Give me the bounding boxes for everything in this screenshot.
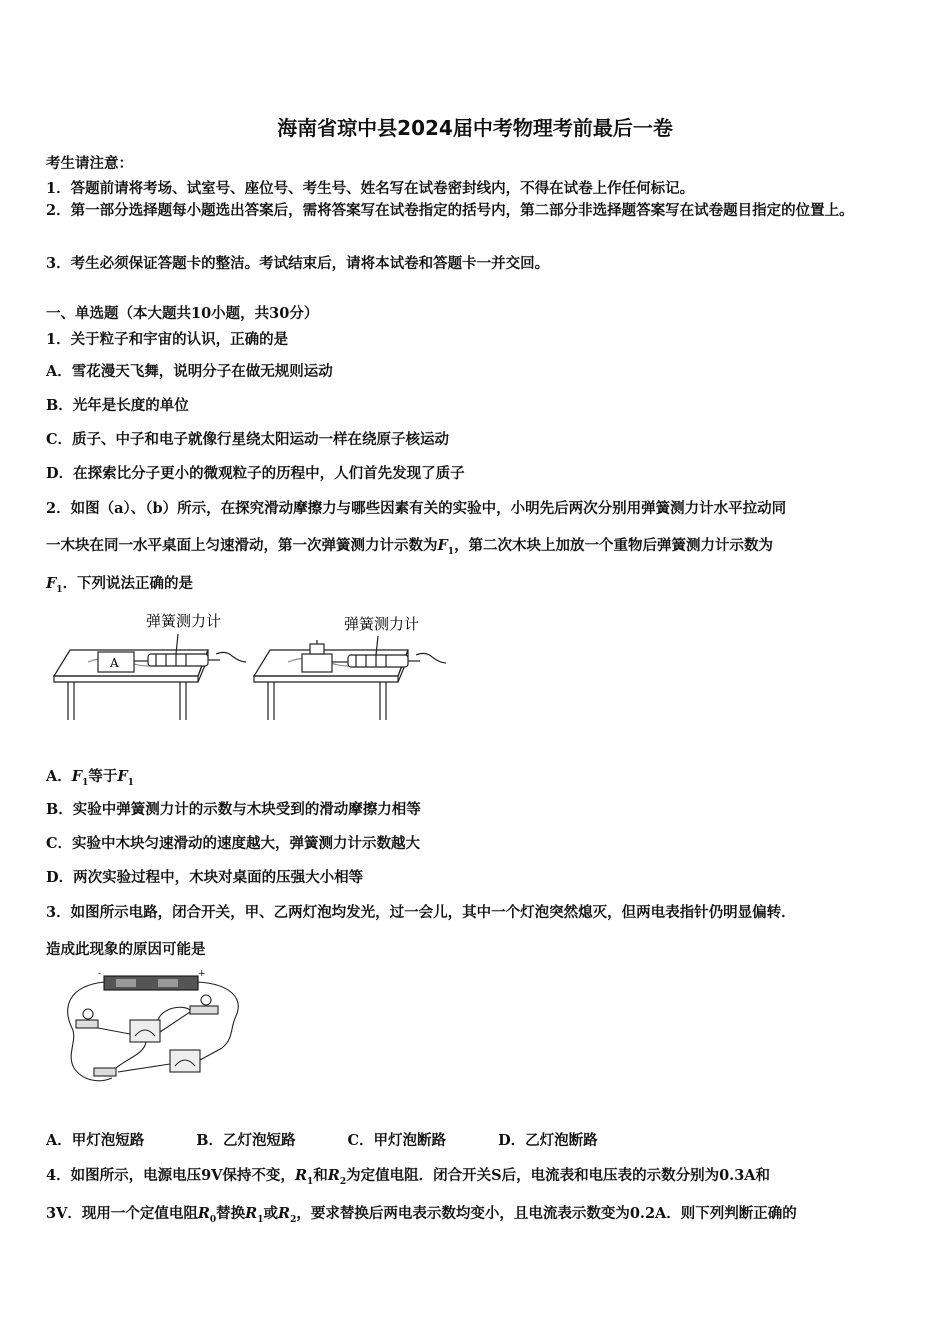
q3-option-b: B．乙灯泡短路 <box>196 1132 296 1149</box>
friction-experiment-figure-b <box>248 604 448 724</box>
resistor-symbol: R <box>197 1205 210 1222</box>
page-title: 海南省琼中县2024届中考物理考前最后一卷 <box>277 116 673 140</box>
q2-stem-line3 <box>46 572 193 595</box>
q2-option-a <box>46 765 134 788</box>
resistor-subscript: 1 <box>257 1214 264 1225</box>
q2-option-d: D．两次实验过程中，木块对桌面的压强大小相等 <box>46 869 364 886</box>
q4-text: 4．如图所示，电源电压9V保持不变， <box>46 1167 295 1184</box>
force-symbol: F <box>46 575 57 592</box>
q1-option-d: D．在探索比分子更小的微观粒子的历程中，人们首先发现了质子 <box>46 465 465 482</box>
q3-option-a: A．甲灯泡短路 <box>46 1132 145 1149</box>
option-text: 等于 <box>88 768 118 785</box>
meter-minus-label: - <box>98 969 102 979</box>
q2-option-c: C．实验中木块匀速滑动的速度越大，弹簧测力计示数越大 <box>46 835 421 852</box>
friction-experiment-figure-a <box>48 604 248 724</box>
notice-item-3: 3．考生必须保证答题卡的整洁。考试结束后，请将本试卷和答题卡一并交回。 <box>46 255 550 272</box>
resistor-subscript: 1 <box>307 1176 314 1187</box>
q2-stem-line1: 2．如图（a）、（b）所示，在探究滑动摩擦力与哪些因素有关的实验中，小明先后两次分别用弹簧测力计水平拉动同 <box>46 500 787 517</box>
q3-option-c: C．甲灯泡断路 <box>347 1132 447 1149</box>
q3-options <box>46 1129 650 1150</box>
q2-stem-line2 <box>46 534 773 557</box>
force-subscript: 1 <box>447 546 455 557</box>
q2-option-b: B．实验中弹簧测力计的示数与木块受到的滑动摩擦力相等 <box>46 801 421 818</box>
resistor-subscript: 2 <box>339 1176 347 1187</box>
force-subscript: 1 <box>82 777 89 788</box>
q3-option-d: D．乙灯泡断路 <box>498 1132 598 1149</box>
notice-item-2: 2．第一部分选择题每小题选出答案后，需将答案写在试卷指定的括号内，第二部分非选择题答案写在试卷题目指定的位置上。 <box>46 202 854 219</box>
q3-stem-line1: 3．如图所示电路，闭合开关，甲、乙两灯泡均发光，过一会儿，其中一个灯泡突然熄灭，但两电表指针仍明显偏转． <box>46 904 796 921</box>
q3-stem-line2: 造成此现象的原因可能是 <box>46 941 206 958</box>
q2-stem-text: 一木块在同一水平桌面上匀速滑动，第一次弹簧测力计示数为 <box>46 537 438 554</box>
force-symbol: F <box>71 768 83 785</box>
resistor-symbol: R <box>245 1205 258 1222</box>
q4-stem-line1 <box>46 1164 770 1187</box>
resistor-symbol: R <box>278 1205 291 1222</box>
force-subscript: 1 <box>127 777 134 788</box>
figure-label: 弹簧测力计 <box>344 615 420 633</box>
circuit-figure <box>58 968 248 1093</box>
meter-plus-label: + <box>198 969 206 979</box>
q4-stem-line2 <box>46 1202 797 1225</box>
section-heading: 一、单选题（本大题共10小题，共30分） <box>46 305 319 322</box>
resistor-symbol: R <box>327 1167 340 1184</box>
q4-text: 为定值电阻．闭合开关S后，电流表和电压表的示数分别为0.3A和 <box>346 1167 771 1184</box>
figure-label: 弹簧测力计 <box>146 612 222 630</box>
q4-text: ，要求替换后两电表示数均变小，且电流表示数变为0.2A．则下列判断正确的 <box>296 1205 797 1222</box>
resistor-subscript: 2 <box>290 1214 297 1225</box>
block-label: A <box>110 656 119 670</box>
notice-item-1: 1．答题前请将考场、试室号、座位号、考生号、姓名写在试卷密封线内，不得在试卷上作任何标记。 <box>46 180 695 197</box>
force-symbol: F <box>117 768 128 785</box>
resistor-symbol: R <box>294 1167 307 1184</box>
q1-option-c: C．质子、中子和电子就像行星绕太阳运动一样在绕原子核运动 <box>46 431 450 448</box>
option-prefix: A． <box>46 768 72 785</box>
q4-text: 和 <box>313 1167 328 1184</box>
force-symbol: F <box>437 537 448 554</box>
force-subscript: 1 <box>56 584 63 595</box>
notice-heading: 考生请注意： <box>46 155 133 172</box>
q2-stem-text: ，第二次木块上加放一个重物后弹簧测力计示数为 <box>454 537 774 554</box>
q1-option-b: B．光年是长度的单位 <box>46 397 189 414</box>
q4-text: 3V．现用一个定值电阻 <box>46 1205 198 1222</box>
q4-text: 替换 <box>216 1205 246 1222</box>
q1-stem: 1．关于粒子和宇宙的认识，正确的是 <box>46 331 289 348</box>
q4-text: 或 <box>263 1205 278 1222</box>
q1-option-a: A．雪花漫天飞舞，说明分子在做无规则运动 <box>46 363 333 380</box>
resistor-subscript: 0 <box>209 1214 217 1225</box>
q2-stem-text: ．下列说法正确的是 <box>62 575 194 592</box>
